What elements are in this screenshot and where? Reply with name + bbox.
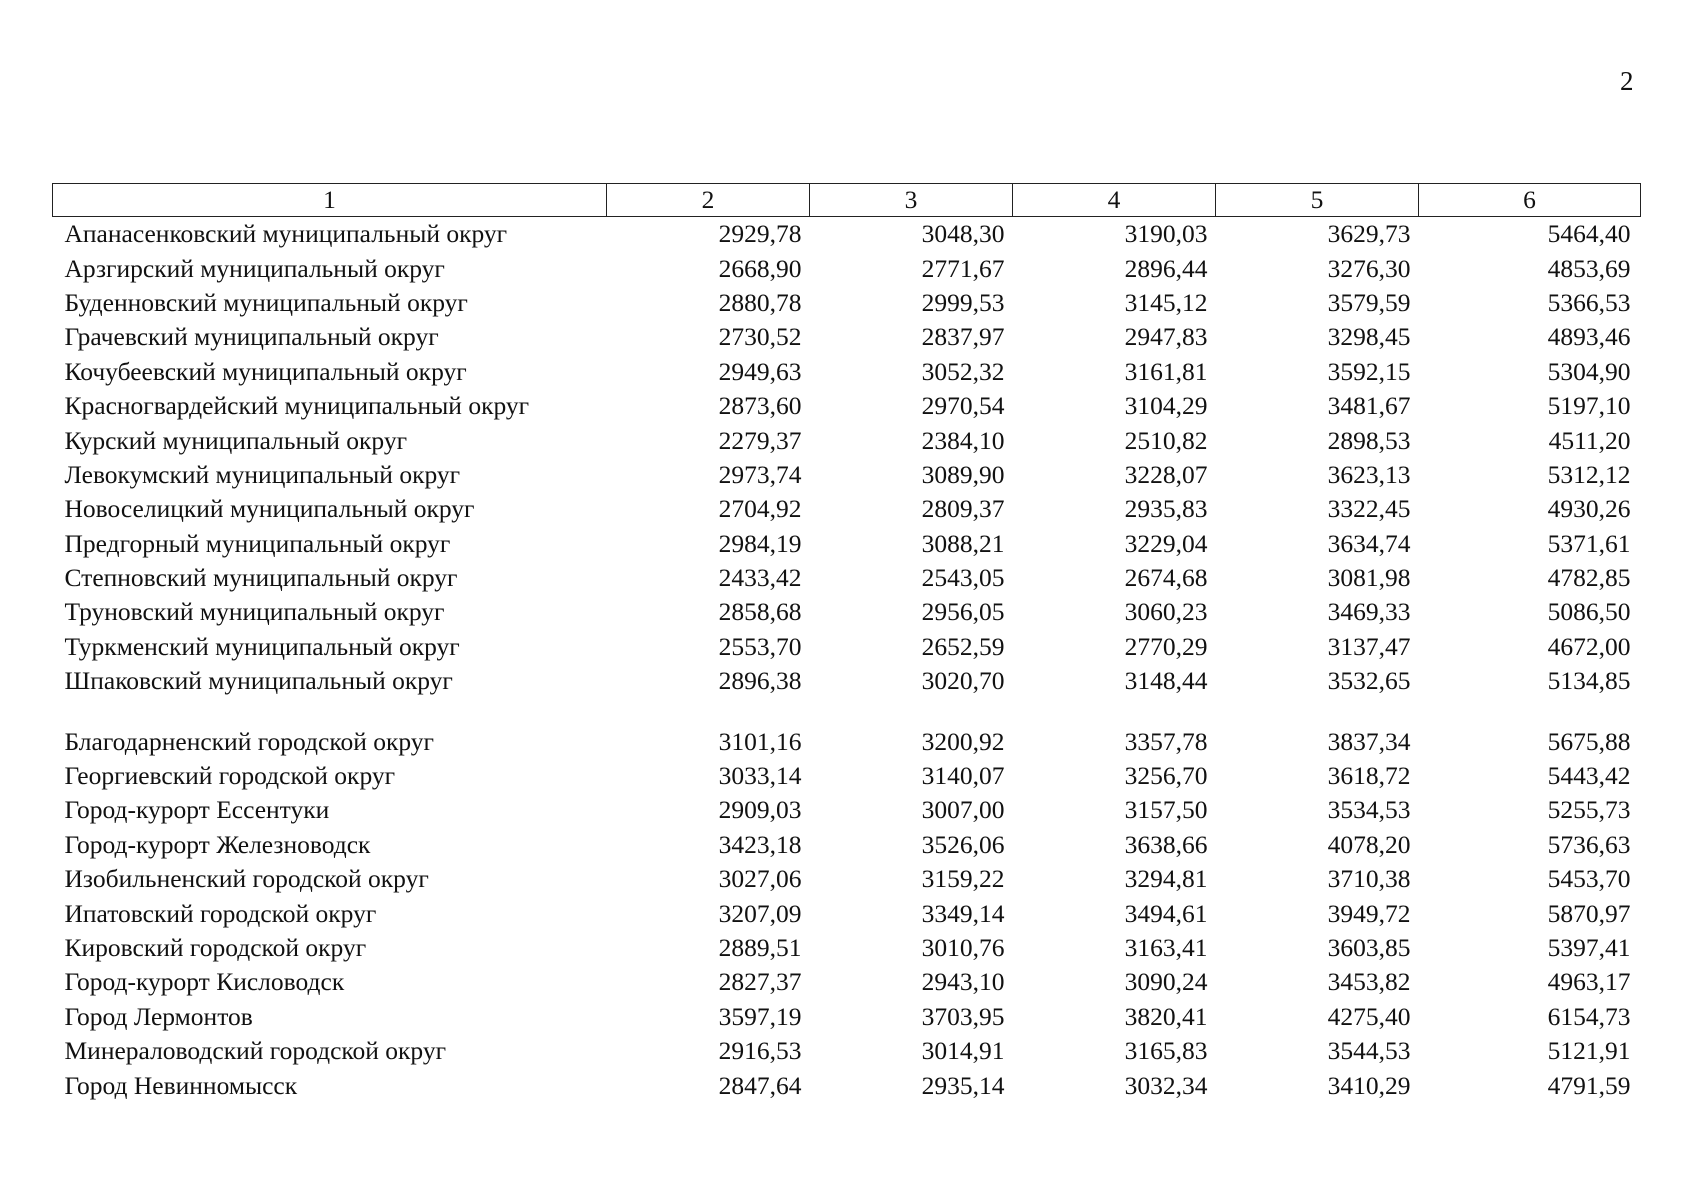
value-cell-col5: 2898,53 [1327,425,1411,455]
value-cell-col5: 3544,53 [1327,1036,1411,1066]
value-cell-col3: 2771,67 [921,253,1005,283]
value-cell-col3: 2956,05 [921,597,1005,627]
value-cell-col5: 3603,85 [1327,933,1411,962]
value-cell-col5: 3410,29 [1327,1070,1411,1100]
table-row [53,251,1641,285]
value-cell-col2: 3033,14 [718,761,802,791]
table-body [53,217,1641,1103]
value-cell-col6: 5197,10 [1547,391,1631,421]
value-cell-col3: 3048,30 [921,219,1005,249]
value-cell-col2: 3027,06 [718,864,802,894]
column-header-4: 4 [1013,184,1216,217]
table-row [53,355,1641,389]
value-cell-col4: 3163,41 [1124,933,1208,962]
value-cell-col2: 2730,52 [718,322,802,352]
data-table [52,183,1641,1103]
value-cell-col6: 5086,50 [1547,597,1631,627]
table-row [53,1068,1641,1102]
value-cell-col6: 4791,59 [1547,1070,1631,1100]
value-cell-col4: 3190,03 [1124,219,1208,249]
value-cell-col6: 5464,40 [1547,219,1631,249]
value-cell-col5: 3579,59 [1327,287,1411,317]
value-cell-col2: 2704,92 [718,494,802,524]
table-row [53,217,1641,252]
district-name: Туркменский муниципальный округ [64,631,460,661]
value-cell-col3: 2652,59 [921,631,1005,661]
column-header-2: 2 [607,184,810,217]
page-number: 2 [1620,66,1634,96]
value-cell-col5: 3453,82 [1327,967,1411,997]
value-cell-col4: 3104,29 [1124,391,1208,421]
value-cell-col4: 2770,29 [1124,631,1208,661]
table-row [53,965,1641,999]
value-cell-col6: 4672,00 [1547,631,1631,661]
table-row [53,595,1641,629]
value-cell-col4: 3161,81 [1124,356,1208,386]
column-header-3: 3 [810,184,1013,217]
value-cell-col5: 3618,72 [1327,761,1411,791]
value-cell-col6: 5312,12 [1547,459,1631,489]
district-name: Изобильненский городской округ [64,864,429,894]
table-header [53,184,1641,217]
table-row [53,896,1641,930]
district-name: Труновский муниципальный округ [64,597,445,627]
column-header-1: 1 [53,184,607,217]
value-cell-col3: 3088,21 [921,528,1005,558]
value-cell-col2: 2916,53 [718,1036,802,1066]
value-cell-col3: 2384,10 [921,425,1005,455]
value-cell-col6: 6154,73 [1547,1001,1631,1031]
separator-cell [53,698,1641,724]
value-cell-col3: 2837,97 [921,322,1005,352]
value-cell-col5: 3837,34 [1327,726,1411,756]
value-cell-col6: 4963,17 [1547,967,1631,997]
district-name: Грачевский муниципальный округ [64,322,439,352]
district-name: Город-курорт Ессентуки [64,795,330,825]
district-name: Город Лермонтов [64,1001,253,1031]
value-cell-col3: 3014,91 [921,1036,1005,1066]
table-row [53,1000,1641,1034]
value-cell-col2: 3597,19 [718,1001,802,1031]
district-name: Город-курорт Железноводск [64,829,371,859]
value-cell-col5: 3322,45 [1327,494,1411,524]
table-row [53,458,1641,492]
value-cell-col4: 3638,66 [1124,829,1208,859]
value-cell-col5: 4078,20 [1327,829,1411,859]
value-cell-col4: 2896,44 [1124,253,1208,283]
value-cell-col3: 2543,05 [921,563,1005,593]
district-name: Город-курорт Кисловодск [64,967,345,997]
district-name: Арзгирский муниципальный округ [64,253,445,283]
value-cell-col3: 2999,53 [921,287,1005,317]
value-cell-col4: 3357,78 [1124,726,1208,756]
value-cell-col6: 5371,61 [1547,528,1631,558]
value-cell-col3: 3052,32 [921,356,1005,386]
value-cell-col5: 3532,65 [1327,666,1411,696]
value-cell-col6: 4893,46 [1547,322,1631,352]
value-cell-col3: 3140,07 [921,761,1005,791]
table-row [53,492,1641,526]
value-cell-col2: 2553,70 [718,631,802,661]
value-cell-col6: 5736,63 [1547,829,1631,859]
column-header-6: 6 [1419,184,1641,217]
value-cell-col3: 3159,22 [921,864,1005,894]
district-name: Георгиевский городской округ [64,761,396,791]
value-cell-col4: 2935,83 [1124,494,1208,524]
header-row [53,184,1641,217]
value-cell-col2: 2858,68 [718,597,802,627]
value-cell-col4: 3145,12 [1124,287,1208,317]
district-name: Красногвардейский муниципальный округ [64,391,530,421]
value-cell-col2: 2909,03 [718,795,802,825]
value-cell-col4: 2674,68 [1124,563,1208,593]
district-name: Город Невинномысск [64,1070,298,1100]
value-cell-col3: 3349,14 [921,898,1005,928]
district-name: Буденновский муниципальный округ [64,287,468,317]
value-cell-col3: 3703,95 [921,1001,1005,1031]
table-row [53,423,1641,457]
value-cell-col3: 2809,37 [921,494,1005,524]
value-cell-col6: 4930,26 [1547,494,1631,524]
value-cell-col4: 3032,34 [1124,1070,1208,1100]
district-name: Ипатовский городской округ [64,898,377,928]
value-cell-col2: 3423,18 [718,829,802,859]
value-cell-col3: 3007,00 [921,795,1005,825]
value-cell-col2: 2880,78 [718,287,802,317]
value-cell-col2: 2873,60 [718,391,802,421]
table-row [53,724,1641,758]
value-cell-col3: 2935,14 [921,1070,1005,1100]
value-cell-col4: 2510,82 [1124,425,1208,455]
value-cell-col6: 5366,53 [1547,287,1631,317]
table-row [53,320,1641,354]
value-cell-col2: 2827,37 [718,967,802,997]
value-cell-col2: 2279,37 [718,425,802,455]
value-cell-col6: 4853,69 [1547,253,1631,283]
value-cell-col5: 3469,33 [1327,597,1411,627]
district-name: Новоселицкий муниципальный округ [64,494,475,524]
value-cell-col2: 2949,63 [718,356,802,386]
value-cell-col5: 3629,73 [1327,219,1411,249]
value-cell-col2: 2889,51 [718,933,802,962]
table-row [53,561,1641,595]
value-cell-col5: 3949,72 [1327,898,1411,928]
district-name: Шпаковский муниципальный округ [64,666,453,696]
value-cell-col6: 5453,70 [1547,864,1631,894]
value-cell-col5: 3276,30 [1327,253,1411,283]
value-cell-col4: 2947,83 [1124,322,1208,352]
value-cell-col2: 2896,38 [718,666,802,696]
value-cell-col6: 5134,85 [1547,666,1631,696]
value-cell-col4: 3256,70 [1124,761,1208,791]
value-cell-col4: 3157,50 [1124,795,1208,825]
value-cell-col4: 3228,07 [1124,459,1208,489]
value-cell-col5: 3298,45 [1327,322,1411,352]
district-name: Минераловодский городской округ [64,1036,447,1066]
value-cell-col4: 3294,81 [1124,864,1208,894]
table-row [53,664,1641,698]
value-cell-col6: 5443,42 [1547,761,1631,791]
value-cell-col5: 3592,15 [1327,356,1411,386]
value-cell-col2: 2668,90 [718,253,802,283]
value-cell-col6: 5255,73 [1547,795,1631,825]
value-cell-col3: 2943,10 [921,967,1005,997]
value-cell-col3: 3200,92 [921,726,1005,756]
value-cell-col2: 2433,42 [718,563,802,593]
value-cell-col2: 2929,78 [718,219,802,249]
table-row [53,759,1641,793]
table-row [53,931,1641,965]
value-cell-col2: 3101,16 [718,726,802,756]
value-cell-col5: 3710,38 [1327,864,1411,894]
value-cell-col4: 3165,83 [1124,1036,1208,1066]
value-cell-col2: 3207,09 [718,898,802,928]
table-row [53,389,1641,423]
value-cell-col5: 4275,40 [1327,1001,1411,1031]
value-cell-col6: 5397,41 [1547,933,1631,962]
value-cell-col6: 5675,88 [1547,726,1631,756]
value-cell-col6: 4782,85 [1547,563,1631,593]
district-name: Кочубеевский муниципальный округ [64,356,467,386]
table-row [53,527,1641,561]
district-name: Благодарненский городской округ [64,726,434,756]
district-name: Степновский муниципальный округ [64,563,458,593]
table-row [53,793,1641,827]
value-cell-col6: 5121,91 [1547,1036,1631,1066]
value-cell-col3: 3020,70 [921,666,1005,696]
table-row [53,630,1641,664]
value-cell-col5: 3137,47 [1327,631,1411,661]
value-cell-col5: 3481,67 [1327,391,1411,421]
value-cell-col4: 3090,24 [1124,967,1208,997]
value-cell-col4: 3820,41 [1124,1001,1208,1031]
value-cell-col2: 2984,19 [718,528,802,558]
table-row [53,1034,1641,1068]
district-name: Курский муниципальный округ [64,425,408,455]
table-row [53,286,1641,320]
table-row [53,828,1641,862]
value-cell-col5: 3081,98 [1327,563,1411,593]
value-cell-col4: 3494,61 [1124,898,1208,928]
value-cell-col4: 3148,44 [1124,666,1208,696]
value-cell-col3: 3526,06 [921,829,1005,859]
column-header-5: 5 [1216,184,1419,217]
value-cell-col3: 2970,54 [921,391,1005,421]
value-cell-col5: 3623,13 [1327,459,1411,489]
value-cell-col6: 5870,97 [1547,898,1631,928]
district-name: Предгорный муниципальный округ [64,528,451,558]
value-cell-col5: 3534,53 [1327,795,1411,825]
value-cell-col2: 2847,64 [718,1070,802,1100]
value-cell-col4: 3060,23 [1124,597,1208,627]
value-cell-col6: 5304,90 [1547,356,1631,386]
district-name: Левокумский муниципальный округ [64,459,461,489]
table-row [53,862,1641,896]
group-separator [53,698,1641,724]
value-cell-col3: 3010,76 [921,933,1005,962]
district-name: Апанасенковский муниципальный округ [64,219,508,249]
value-cell-col3: 3089,90 [921,459,1005,489]
value-cell-col6: 4511,20 [1548,425,1631,455]
district-name: Кировский городской округ [64,933,367,962]
value-cell-col5: 3634,74 [1327,528,1411,558]
value-cell-col4: 3229,04 [1124,528,1208,558]
value-cell-col2: 2973,74 [718,459,802,489]
